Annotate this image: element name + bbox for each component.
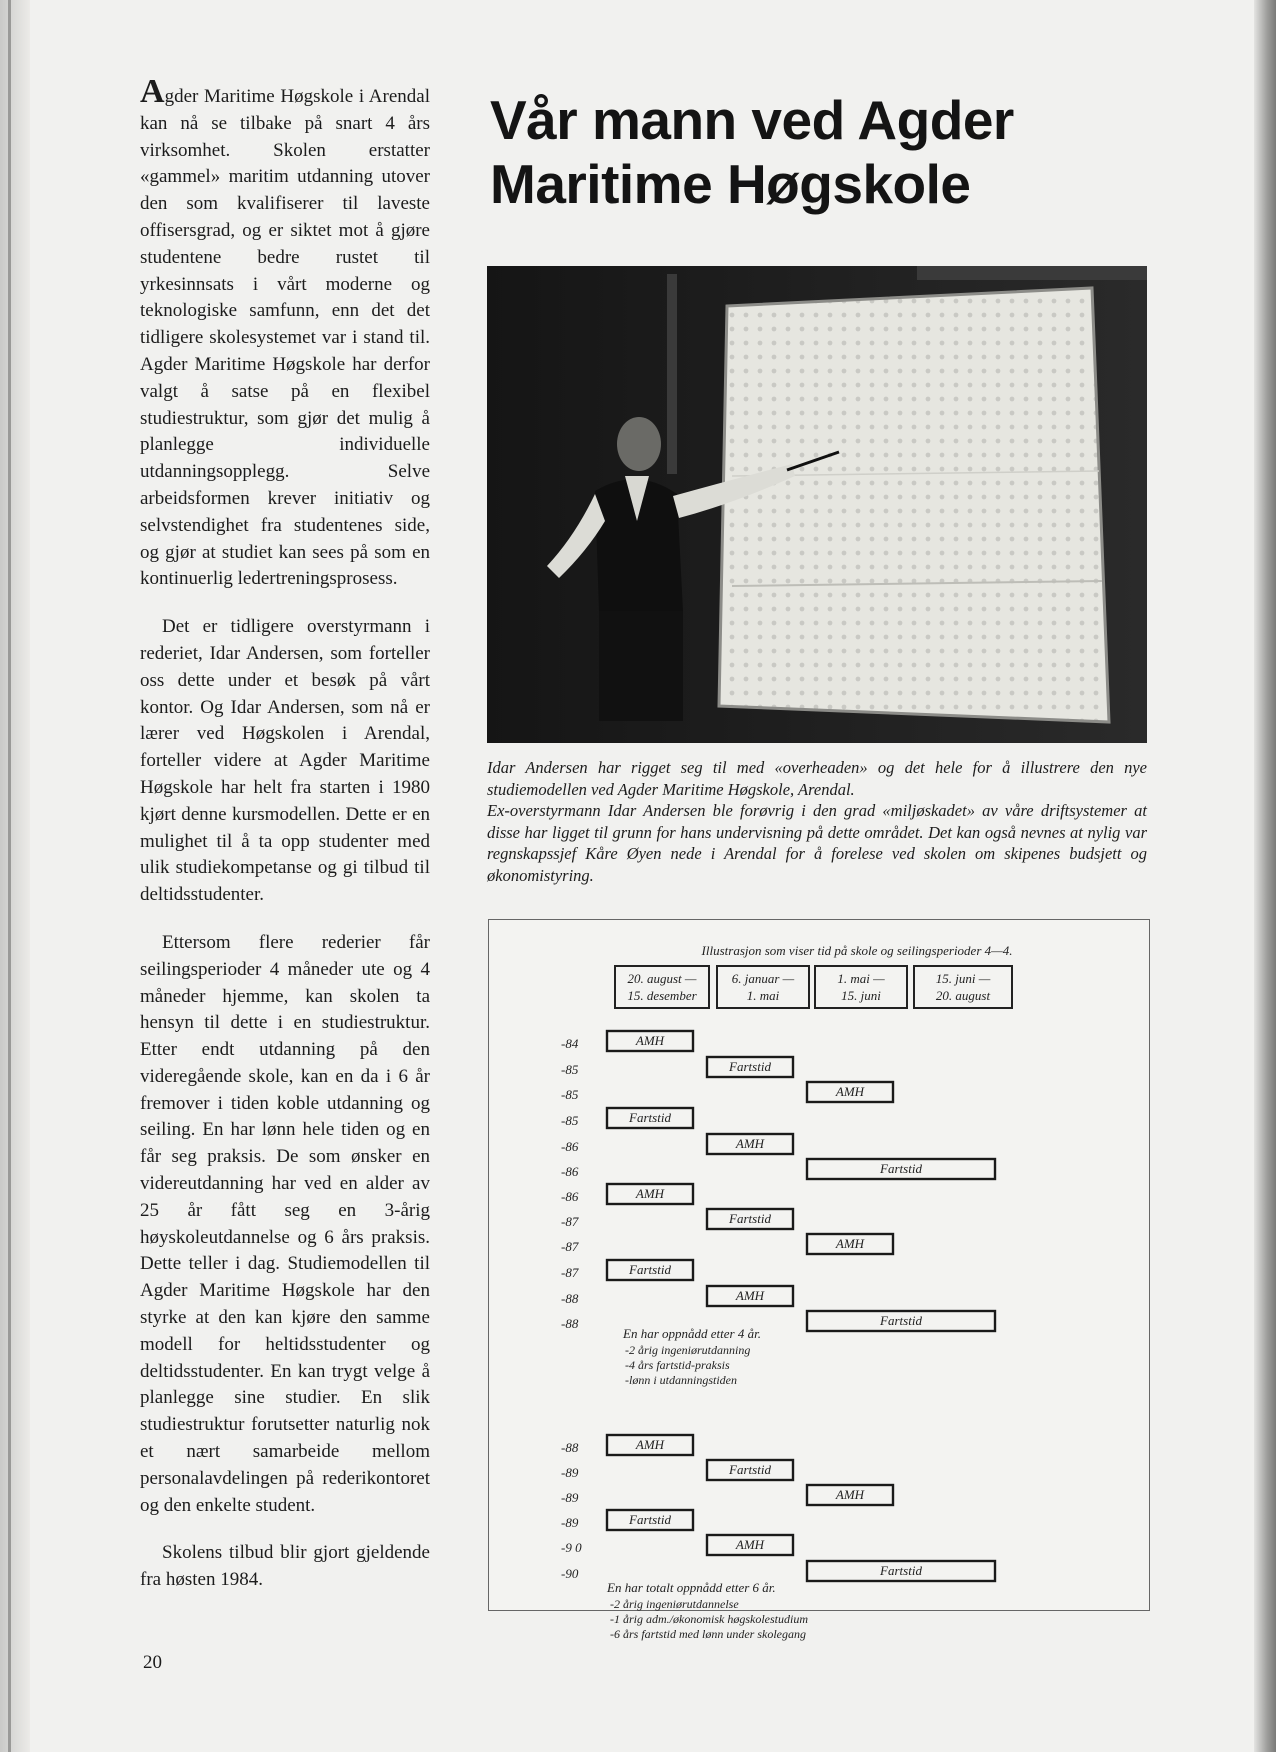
paragraph-4: Skolens tilbud blir gjort gjeldende fra høsten 1984.	[140, 1542, 430, 1591]
row-year-13: -88	[561, 1440, 579, 1455]
period-start-1: 20. august —	[627, 971, 697, 986]
caption-line-2: Ex-overstyrmann Idar Andersen ble forøvrig i den grad «miljøskadet» av våre driftsystemer at disse har ligget til grunn for hans undervisning på dette området. Det kan også nevnes at nylig var regnskapssjef Kåre Øyen nede i Arendal for å forelese ved skolen om skipenes budsjett og økonomistyring.	[487, 801, 1147, 885]
note-4yr-line-4: -lønn i utdanningstiden	[625, 1373, 737, 1387]
page-number: 20	[143, 1652, 162, 1673]
row-year-14: -89	[561, 1465, 579, 1480]
note-6yr-line-4: -6 års fartstid med lønn under skolegang	[610, 1627, 806, 1641]
paragraph-1-text: gder Maritime Høgskole i Arendal kan nå se tilbake på snart 4 års virksomhet. Skolen erstatter «gammel» maritim utdanning utover den som kvalifiserer til laveste offisersgrad, og er siktet mot å gjøre studentene bedre rustet til yrkesinnsats i vårt moderne og teknologiske samfunn, enn det det tidligere skolesystemet var i stand til. Agder Maritime Høgskole har derfor valgt å satse på en flexibel studiestruktur, som gjør det mulig å planlegge individuelle utdanningsopplegg. Selve arbeidsformen krever initiativ og selvstendighet fra studentenes side, og gjør at studiet kan sees på som en kontinuerlig ledertreningsprosess.	[140, 86, 430, 590]
row-year-11: -88	[561, 1291, 579, 1306]
note-6yr-line-3: -1 årig adm./økonomisk høgskolestudium	[610, 1612, 808, 1626]
timeline-bar-label-11: AMH	[735, 1288, 765, 1303]
page-edge-shadow	[1254, 0, 1276, 1752]
timeline-bar-label-12: Fartstid	[880, 1313, 922, 1328]
timeline-bar-label-18: Fartstid	[880, 1563, 922, 1578]
drop-cap: A	[140, 73, 165, 110]
row-year-9: -87	[561, 1239, 579, 1254]
row-year-18: -90	[561, 1566, 579, 1581]
timeline-bar-label-8: Fartstid	[729, 1211, 771, 1226]
note-6yr-line-1: En har totalt oppnådd etter 6 år.	[607, 1580, 776, 1595]
period-start-3: 1. mai —	[837, 971, 885, 986]
paragraph-3: Ettersom flere rederier får seilingsperioder 4 måneder ute og 4 måneder hjemme, kan skolen ta hensyn til dette i en studiestruktur. Etter endt utdanning på den videregående skole, kan en da i 6 år fremover i tiden koble utdanning og seiling. En har lønn hele tiden og en får seg praksis. De som ønsker en videreutdanning har ved en alder av 25 år fått seg en 3-årig høyskoleutdannelse og 6 års praksis. Dette teller i dag. Studiemodellen til Agder Maritime Høgskole har den styrke at den kan kjøre den samme modell for heltidsstudenter og deltidsstudenter. En kan trygt velge å planlegge sine studier. En slik studiestruktur forutsetter naturlig nok et nært samarbeide mellom personalavdelingen på rederikontoret og den enkelte student.	[140, 931, 430, 1516]
row-year-2: -85	[561, 1062, 579, 1077]
row-year-16: -89	[561, 1515, 579, 1530]
timeline-bar-label-7: AMH	[635, 1186, 665, 1201]
timeline-bar-label-4: Fartstid	[629, 1110, 671, 1125]
note-4yr-line-3: -4 års fartstid-praksis	[625, 1358, 730, 1372]
page-spine-shadow	[0, 0, 30, 1752]
period-end-3: 15. juni	[841, 988, 881, 1003]
diagram-canvas	[489, 920, 1151, 1641]
timeline-bar-label-3: AMH	[835, 1084, 865, 1099]
note-6yr-line-2: -2 årig ingeniørutdannelse	[610, 1597, 739, 1611]
row-year-1: -84	[561, 1036, 579, 1051]
caption-line-1: Idar Andersen har rigget seg til med «overheaden» og det hele for å illustrere den nye studiemodellen ved Agder Maritime Høgskole, Arendal.	[487, 758, 1147, 799]
row-year-5: -86	[561, 1139, 579, 1154]
photo-caption	[487, 757, 1147, 886]
row-year-12: -88	[561, 1316, 579, 1331]
study-model-diagram	[488, 919, 1150, 1641]
article-title: Vår mann ved Agder Maritime Høgskole	[490, 89, 1014, 215]
timeline-bar-label-10: Fartstid	[629, 1262, 671, 1277]
note-4yr-line-2: -2 årig ingeniørutdanning	[625, 1343, 751, 1357]
paragraph-2: Det er tidligere overstyrmann i rederiet, Idar Andersen, som forteller oss dette under et besøk på vårt kontor. Og Idar Andersen, som nå er lærer ved Høgskolen i Arendal, forteller videre at Agder Maritime Høgskole har helt fra starten i 1980 kjørt denne kursmodellen. Dette er en mulighet til å ta opp studenter med ulik studiekompetanse og gi tilbud til deltidsstudenter.	[140, 616, 430, 906]
row-year-8: -87	[561, 1214, 579, 1229]
timeline-bar-label-13: AMH	[635, 1437, 665, 1452]
binding-line	[8, 0, 11, 1752]
timeline-bar-label-17: AMH	[735, 1537, 765, 1552]
photo-lecturer-at-screen	[487, 266, 1147, 743]
note-4yr-line-1: En har oppnådd etter 4 år.	[623, 1326, 761, 1341]
row-year-10: -87	[561, 1265, 579, 1280]
period-end-2: 1. mai	[746, 988, 780, 1003]
row-year-4: -85	[561, 1113, 579, 1128]
timeline-bar-label-14: Fartstid	[729, 1462, 771, 1477]
row-year-7: -86	[561, 1189, 579, 1204]
period-start-4: 15. juni —	[935, 971, 991, 986]
timeline-bar-label-16: Fartstid	[629, 1512, 671, 1527]
timeline-bar-label-5: AMH	[735, 1136, 765, 1151]
timeline-bar-label-1: AMH	[635, 1033, 665, 1048]
row-year-6: -86	[561, 1164, 579, 1179]
diagram-title: Illustrasjon som viser tid på skole og seilingsperioder 4—4.	[701, 943, 1013, 958]
timeline-bar-label-2: Fartstid	[729, 1059, 771, 1074]
row-year-15: -89	[561, 1490, 579, 1505]
period-end-4: 20. august	[935, 988, 991, 1003]
article-body	[140, 73, 430, 1615]
timeline-bar-label-9: AMH	[835, 1236, 865, 1251]
timeline-bar-label-6: Fartstid	[880, 1161, 922, 1176]
period-start-2: 6. januar —	[731, 971, 795, 986]
timeline-bar-label-15: AMH	[835, 1487, 865, 1502]
row-year-3: -85	[561, 1087, 579, 1102]
row-year-17: -9 0	[561, 1540, 582, 1555]
period-end-1: 15. desember	[627, 988, 697, 1003]
paragraph-1	[140, 73, 430, 593]
